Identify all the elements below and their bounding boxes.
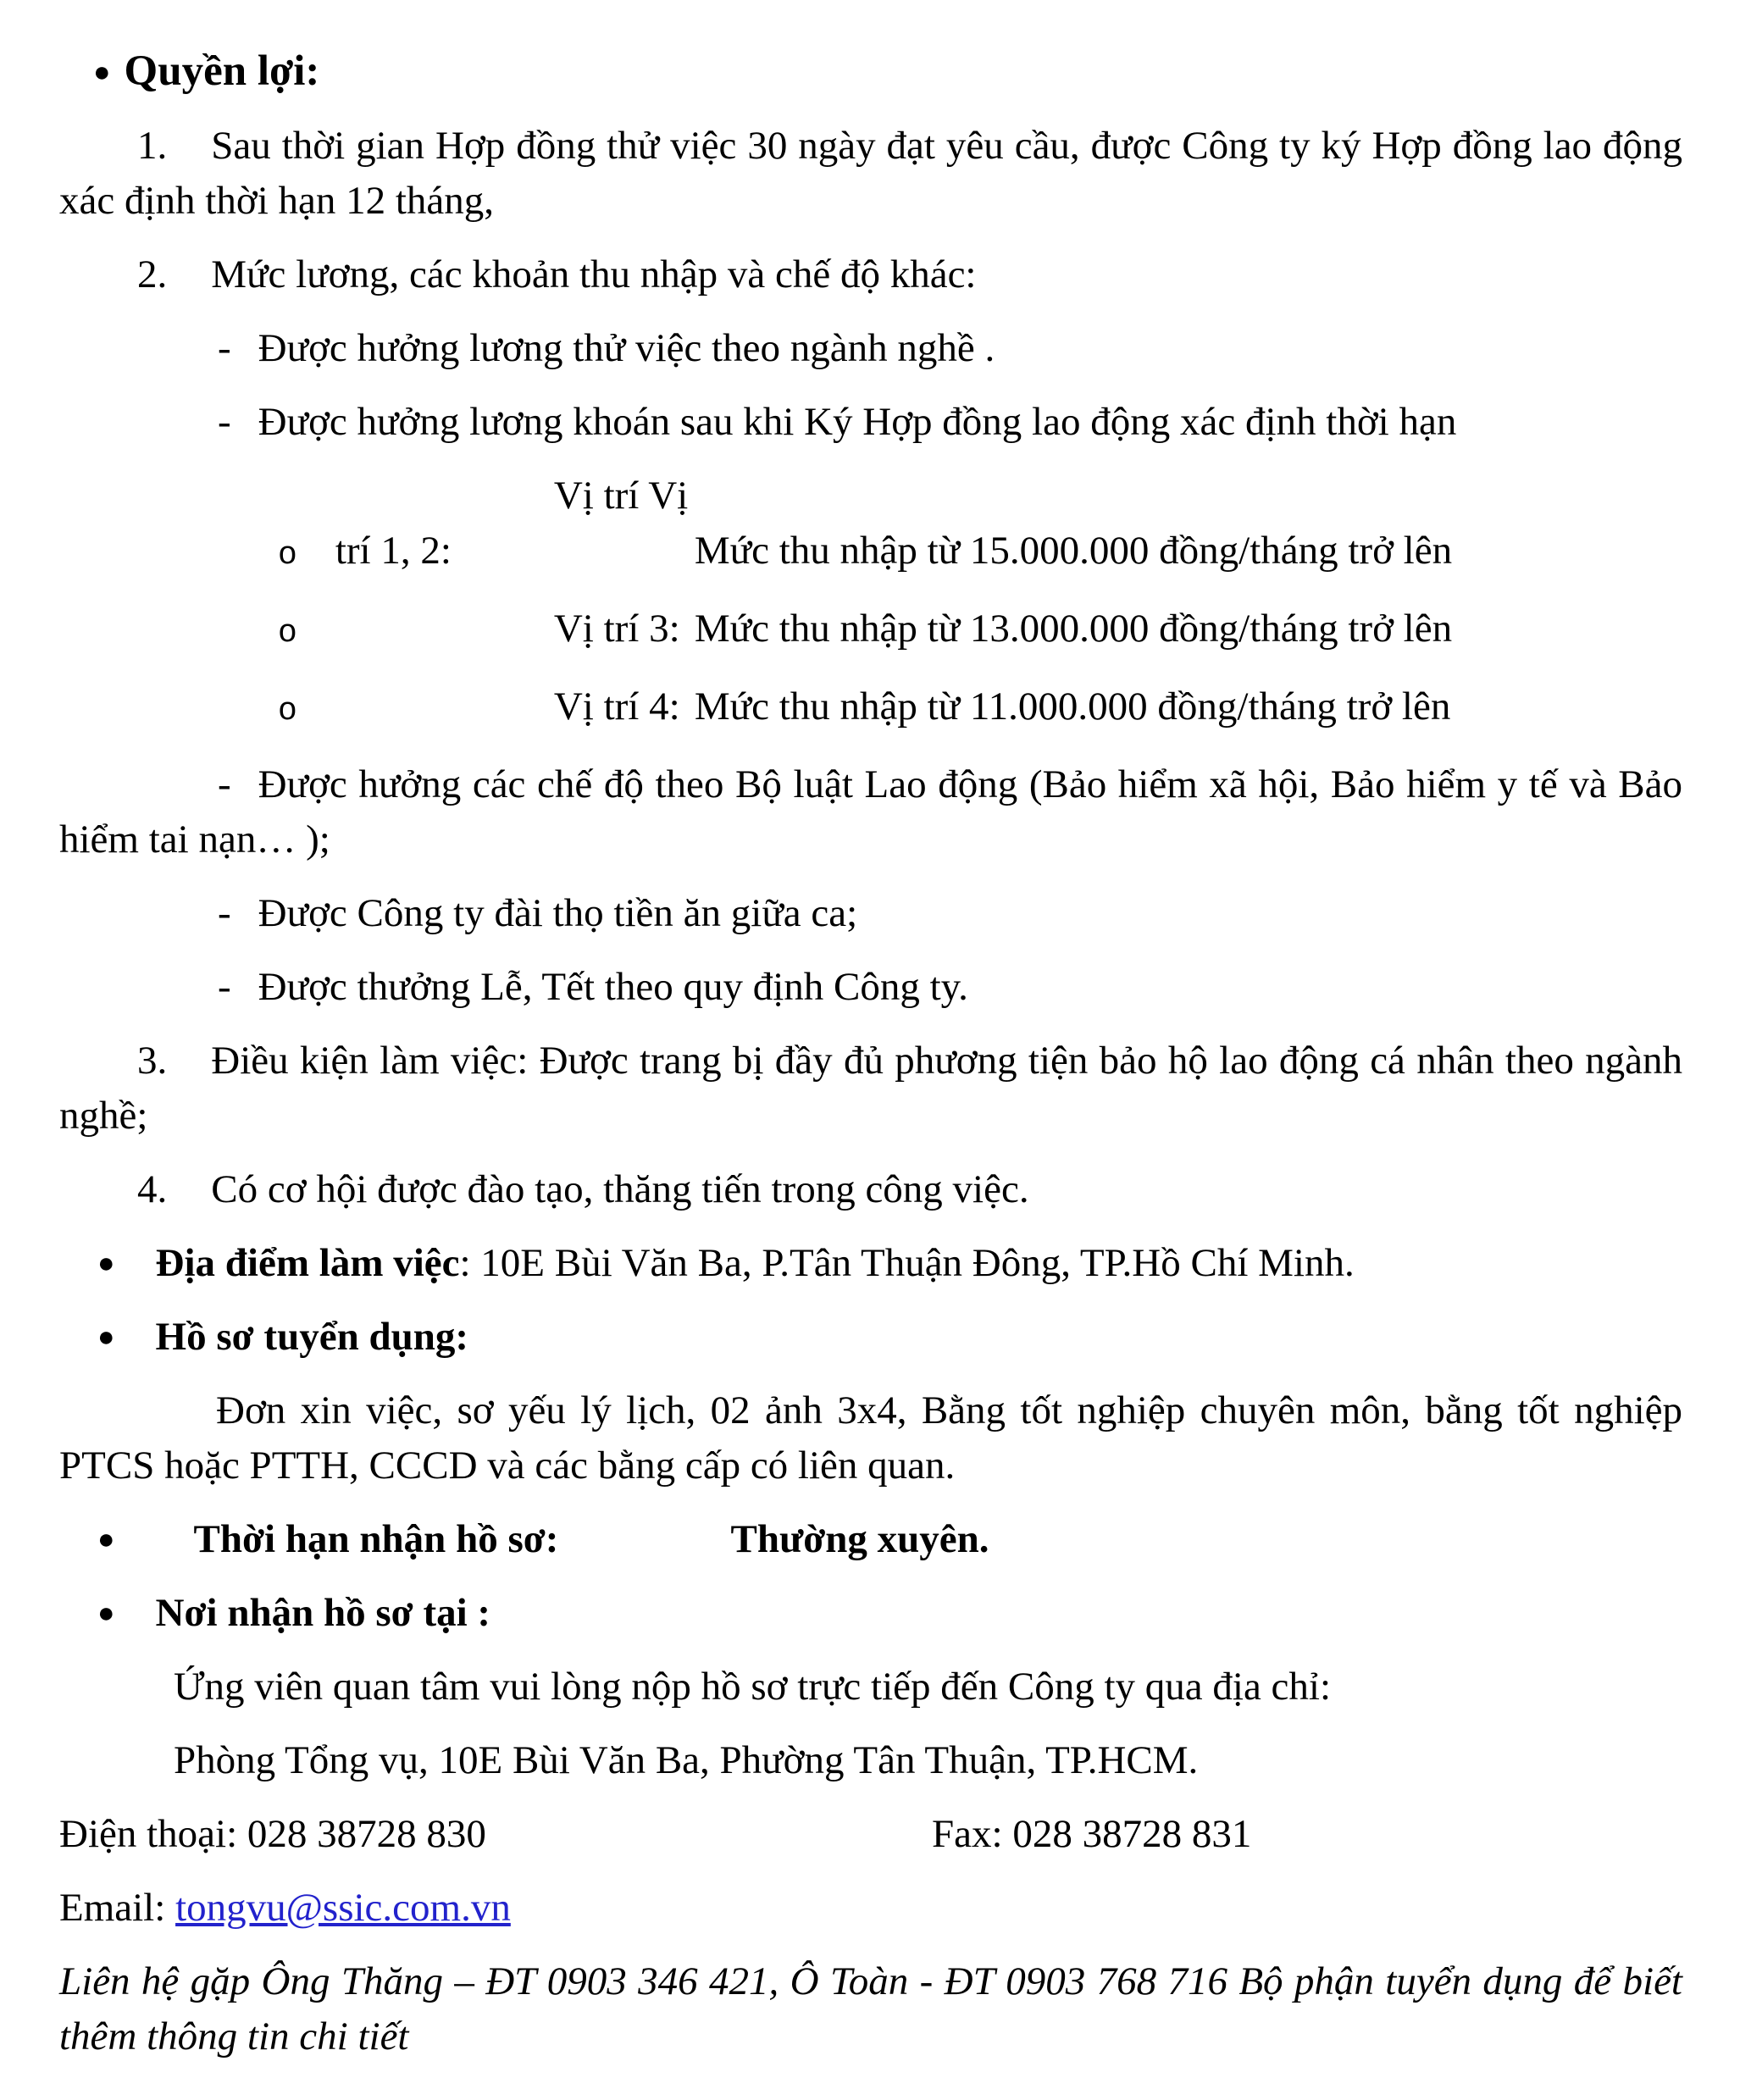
email-row bbox=[59, 1881, 1682, 1936]
dossier-heading bbox=[59, 1310, 1682, 1365]
fax-number: 028 38728 831 bbox=[1012, 1812, 1252, 1856]
work-location-row bbox=[59, 1236, 1682, 1291]
position-label: Vị trí Vị trí 1, 2: bbox=[335, 474, 689, 573]
deadline-row bbox=[59, 1512, 1682, 1567]
phone-label: Điện thoại: bbox=[59, 1812, 238, 1856]
bullet-icon: ● bbox=[93, 57, 111, 88]
position-salary: Mức thu nhập từ 11.000.000 đồng/tháng trở lên bbox=[694, 684, 1451, 729]
circle-bullet-icon: o bbox=[278, 615, 297, 651]
dossier-text: Đơn xin việc, sơ yếu lý lịch, 02 ảnh 3x4, Bằng tốt nghiệp chuyên môn, bằng tốt nghiệp PTCS hoặc PTTH, CCCD và các bằng cấp có liên quan. bbox=[59, 1388, 1682, 1488]
email-link[interactable]: tongvu@ssic.com.vn bbox=[175, 1886, 511, 1930]
item-1-text: Sau thời gian Hợp đồng thử việc 30 ngày đạt yêu cầu, được Công ty ký Hợp đồng lao động xác định thời hạn 12 tháng, bbox=[59, 124, 1682, 223]
phone-block bbox=[59, 1807, 932, 1862]
fax-label: Fax: bbox=[932, 1812, 1003, 1856]
bullet-icon: ● bbox=[97, 1598, 115, 1629]
apply-instruction: Ứng viên quan tâm vui lòng nộp hồ sơ trực tiếp đến Công ty qua địa chỉ: bbox=[174, 1665, 1332, 1709]
item-4-number: 4. bbox=[137, 1167, 168, 1211]
benefits-heading bbox=[59, 44, 1682, 100]
benefit-item-4 bbox=[59, 1162, 1682, 1217]
circle-bullet-icon: o bbox=[278, 693, 297, 729]
meal-text: Được Công ty đài thọ tiền ăn giữa ca; bbox=[258, 891, 858, 935]
dash-item-trial-salary bbox=[59, 321, 1682, 376]
apply-address: Phòng Tổng vụ, 10E Bùi Văn Ba, Phường Tân Thuận, TP.HCM. bbox=[174, 1738, 1199, 1782]
benefit-item-1 bbox=[59, 119, 1682, 229]
dash-item-regimes bbox=[59, 757, 1682, 867]
item-1-number: 1. bbox=[137, 124, 168, 168]
item-4-text: Có cơ hội được đào tạo, thăng tiến trong công việc. bbox=[211, 1167, 1029, 1211]
position-salary-row bbox=[59, 601, 1682, 661]
position-label: Vị trí 4: bbox=[553, 684, 680, 729]
place-heading-label: Nơi nhận hồ sơ tại : bbox=[155, 1591, 491, 1635]
phone-fax-row bbox=[59, 1807, 1682, 1862]
position-salary: Mức thu nhập từ 13.000.000 đồng/tháng trở lên bbox=[694, 607, 1453, 651]
item-2-number: 2. bbox=[137, 252, 168, 296]
dash-item-contract-salary bbox=[59, 395, 1682, 450]
work-location-value: : 10E Bùi Văn Ba, P.Tân Thuận Đông, TP.Hồ Chí Minh. bbox=[459, 1241, 1355, 1285]
position-salary-row bbox=[59, 679, 1682, 739]
item-3-text: Điều kiện làm việc: Được trang bị đầy đủ phương tiện bảo hộ lao động cá nhân theo ngành nghề; bbox=[59, 1039, 1682, 1138]
benefit-item-2 bbox=[59, 247, 1682, 302]
position-salary: Mức thu nhập từ 15.000.000 đồng/tháng trở lên bbox=[694, 529, 1453, 573]
benefit-item-3 bbox=[59, 1033, 1682, 1144]
place-heading bbox=[59, 1586, 1682, 1641]
bullet-icon: ● bbox=[97, 1322, 115, 1353]
regimes-text: Được hưởng các chế độ theo Bộ luật Lao động (Bảo hiểm xã hội, Bảo hiểm y tế và Bảo hiểm tai nạn… ); bbox=[59, 762, 1682, 862]
phone-number: 028 38728 830 bbox=[247, 1812, 486, 1856]
position-salary-row bbox=[59, 468, 1682, 583]
bullet-icon: ● bbox=[97, 1524, 115, 1555]
dash-item-holiday-bonus bbox=[59, 960, 1682, 1015]
dash-item-meal bbox=[59, 886, 1682, 941]
dash-marker: - bbox=[218, 400, 231, 444]
circle-bullet-icon: o bbox=[278, 537, 297, 573]
deadline-value: Thường xuyên. bbox=[730, 1517, 989, 1561]
bullet-icon: ● bbox=[97, 1248, 115, 1279]
dash-marker: - bbox=[218, 762, 231, 806]
item-3-number: 3. bbox=[137, 1039, 168, 1083]
email-label: Email: bbox=[59, 1886, 166, 1930]
item-2-text: Mức lương, các khoản thu nhập và chế độ khác: bbox=[211, 252, 977, 296]
dossier-heading-label: Hồ sơ tuyển dụng: bbox=[155, 1315, 469, 1359]
contact-note: Liên hệ gặp Ông Thăng – ĐT 0903 346 421, Ô Toàn - ĐT 0903 768 716 Bộ phận tuyển dụng để biết thêm thông tin chi tiết bbox=[59, 1959, 1682, 2058]
dash-marker: - bbox=[218, 326, 231, 370]
dash-marker: - bbox=[218, 965, 231, 1009]
position-label: Vị trí 3: bbox=[553, 607, 680, 651]
work-location-label: Địa điểm làm việc bbox=[155, 1241, 460, 1285]
contract-salary-text: Được hưởng lương khoán sau khi Ký Hợp đồng lao động xác định thời hạn bbox=[258, 400, 1457, 444]
dash-marker: - bbox=[218, 891, 231, 935]
holiday-bonus-text: Được thưởng Lễ, Tết theo quy định Công ty. bbox=[258, 965, 968, 1009]
deadline-label: Thời hạn nhận hồ sơ: bbox=[193, 1517, 559, 1561]
trial-salary-text: Được hưởng lương thử việc theo ngành nghề . bbox=[258, 326, 995, 370]
benefits-heading-label: Quyền lợi: bbox=[124, 47, 320, 95]
